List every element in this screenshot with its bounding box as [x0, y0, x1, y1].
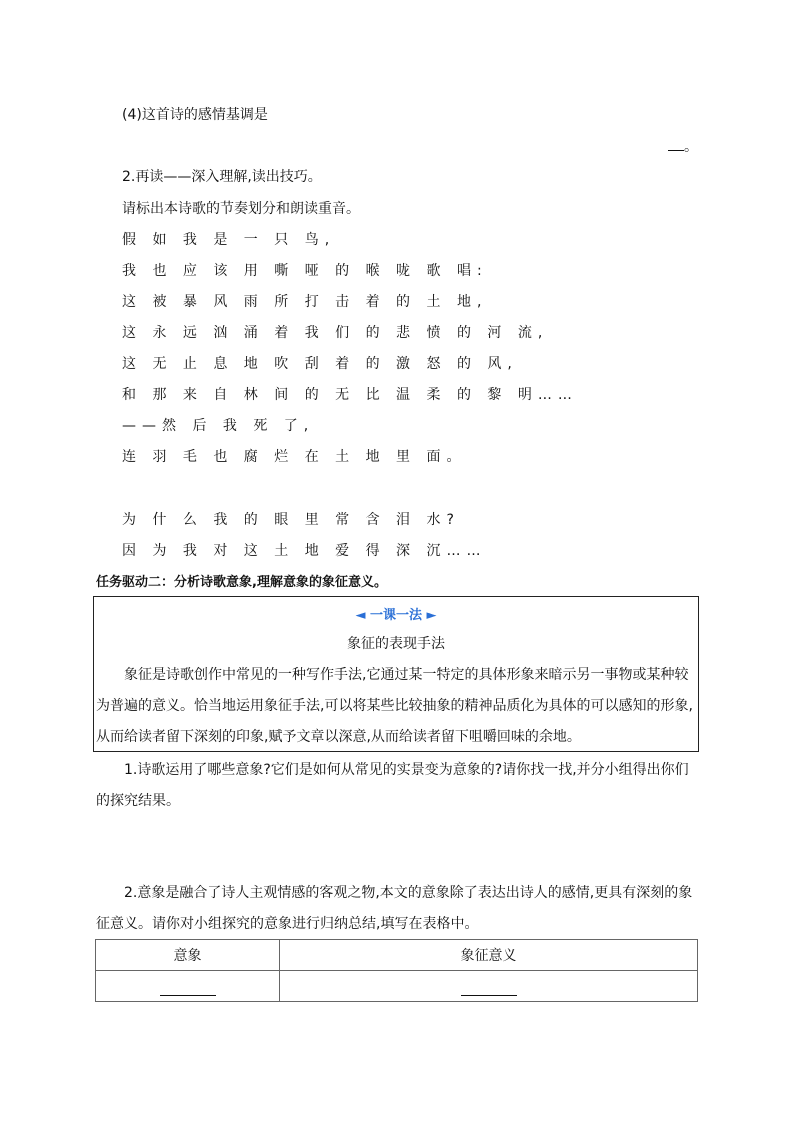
- table-header-image: 意象: [96, 940, 280, 971]
- table-header-meaning: 象征意义: [280, 940, 698, 971]
- poem-line: ——然 后 我 死 了,: [122, 418, 315, 434]
- poem-line: 和 那 来 自 林 间 的 无 比 温 柔 的 黎 明……: [122, 387, 578, 403]
- task-heading: 任务驱动二：分析诗歌意象,理解意象的象征意义。: [96, 575, 387, 590]
- poem-line: 这 被 暴 风 雨 所 打 击 着 的 土 地,: [122, 294, 488, 310]
- answer-underline: [668, 138, 684, 151]
- table-cell-image[interactable]: [96, 971, 280, 1002]
- table-row: [96, 971, 698, 1002]
- question-2-text: 2.意象是融合了诗人主观情感的客观之物,本文的意象除了表达出诗人的感情,更具有深刻的象征意义。请你对小组探究的意象进行归纳总结,填写在表格中。: [96, 885, 693, 932]
- answer-tail-punctuation: 。: [684, 139, 698, 155]
- table-header-row: [96, 940, 698, 971]
- question-1-text: 1.诗歌运用了哪些意象?它们是如何从常见的实景变为意象的?请你找一找,并分小组得出你们的探究结果。: [96, 762, 689, 809]
- question-4-text: (4)这首诗的感情基调是: [122, 107, 268, 123]
- reread-instruction: 请标出本诗歌的节奏划分和朗读重音。: [122, 201, 360, 217]
- poem-line: 这 永 远 汹 涌 着 我 们 的 悲 愤 的 河 流,: [122, 325, 549, 341]
- answer-blank[interactable]: [160, 981, 216, 996]
- method-box: [93, 596, 699, 752]
- section-heading-reread: 2.再读——深入理解,读出技巧。: [122, 169, 322, 185]
- table-cell-meaning[interactable]: [280, 971, 698, 1002]
- poem-line: 这 无 止 息 地 吹 刮 着 的 激 怒 的 风,: [122, 356, 518, 372]
- poem-line: 我 也 应 该 用 嘶 哑 的 喉 咙 歌 唱:: [122, 263, 488, 279]
- symbol-meaning-table: [95, 939, 698, 1002]
- method-box-body: 象征是诗歌创作中常见的一种写作手法,它通过某一特定的具体形象来暗示另一事物或某种较为普遍的意义。恰当地运用象征手法,可以将某些比较抽象的精神品质化为具体的可以感知的形象,从而给读者留下深刻的印象,赋予文章以深意,从而给读者留下咀嚼回味的余地。: [96, 667, 693, 745]
- method-box-subtitle: 象征的表现手法: [347, 636, 445, 652]
- poem-line: 为 什 么 我 的 眼 里 常 含 泪 水?: [122, 512, 460, 528]
- poem-line: 假 如 我 是 一 只 鸟,: [122, 232, 336, 248]
- method-box-title: ◄ 一课一法 ►: [355, 608, 437, 623]
- poem-line: 连 羽 毛 也 腐 烂 在 土 地 里 面。: [122, 449, 467, 465]
- answer-blank-q4[interactable]: [668, 136, 698, 156]
- answer-blank[interactable]: [461, 981, 517, 996]
- poem-line: 因 为 我 对 这 土 地 爱 得 深 沉……: [122, 543, 487, 559]
